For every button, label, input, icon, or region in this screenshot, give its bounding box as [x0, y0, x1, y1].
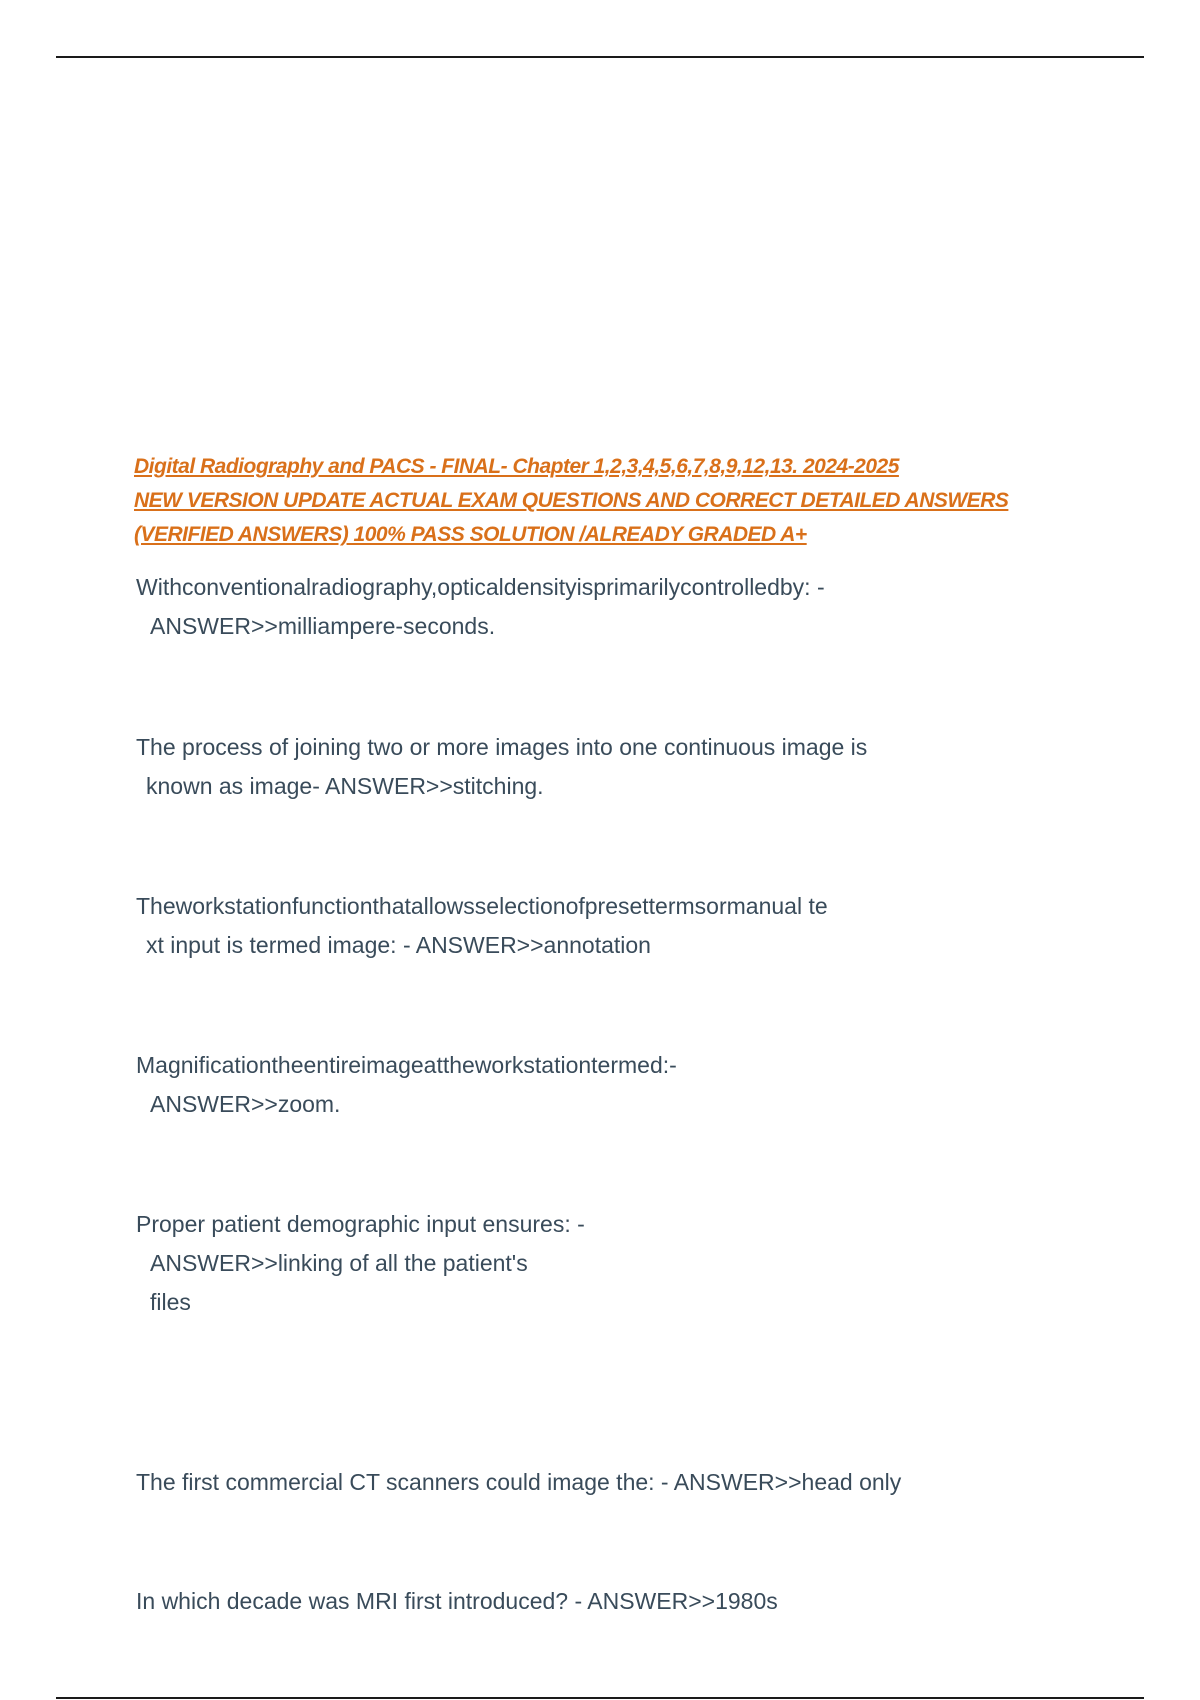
qa-item-4	[136, 1046, 677, 1124]
answer-text: ANSWER>>zoom.	[150, 1091, 341, 1117]
qa-item-5	[136, 1205, 585, 1322]
answer-text: ANSWER>>milliampere-seconds.	[150, 613, 496, 639]
qa-item-3	[136, 887, 828, 965]
top-rule	[56, 56, 1144, 58]
qa-item-1	[136, 568, 825, 646]
answer-text: xt input is termed image: - ANSWER>>annotation	[146, 932, 651, 958]
question-text: Proper patient demographic input ensures: -	[136, 1211, 585, 1237]
document-title	[134, 450, 1034, 552]
answer-text-continued: files	[150, 1289, 191, 1315]
question-answer-text: The first commercial CT scanners could image the: - ANSWER>>head only	[136, 1469, 902, 1495]
answer-text: known as image- ANSWER>>stitching.	[146, 773, 544, 799]
question-answer-text: In which decade was MRI first introduced? - ANSWER>>1980s	[136, 1588, 778, 1614]
title-line-1: Digital Radiography and PACS - FINAL- Chapter 1,2,3,4,5,6,7,8,9,12,13. 2024-2025	[134, 455, 899, 478]
question-text: The process of joining two or more images into one continuous image is	[136, 734, 868, 760]
question-text: Magnificationtheentireimageattheworkstationtermed:-	[136, 1052, 677, 1078]
qa-item-7	[136, 1582, 778, 1621]
qa-item-6	[136, 1463, 901, 1502]
answer-text: ANSWER>>linking of all the patient's	[150, 1250, 528, 1276]
question-text: Withconventionalradiography,opticaldensityisprimarilycontrolledby: -	[136, 574, 825, 600]
qa-item-2	[136, 728, 867, 806]
bottom-rule	[56, 1697, 1144, 1699]
title-line-2: NEW VERSION UPDATE ACTUAL EXAM QUESTIONS AND CORRECT DETAILED ANSWERS	[134, 489, 1009, 512]
question-text: Theworkstationfunctionthatallowsselectionofpresettermsormanual te	[136, 893, 828, 919]
title-line-3: (VERIFIED ANSWERS) 100% PASS SOLUTION /ALREADY GRADED A+	[134, 523, 807, 546]
